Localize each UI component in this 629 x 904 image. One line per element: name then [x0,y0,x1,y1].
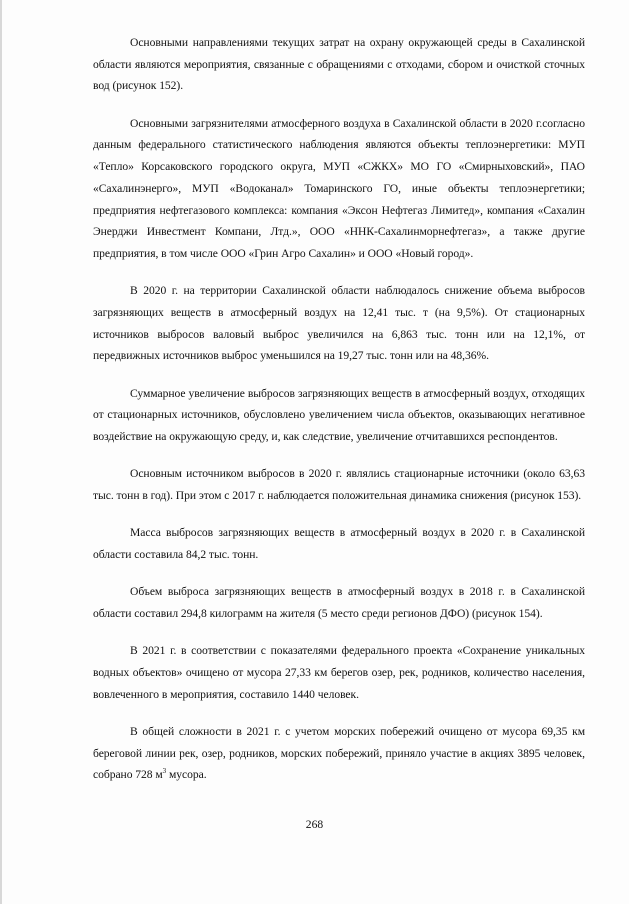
paragraph-7: Объем выброса загрязняющих веществ в атмосферный воздух в 2018 г. в Сахалинской области составил 294,8 килограмм на жителя (5 место среди регионов ДФО) (рисунок 154). [93,585,585,621]
paragraph-4: Суммарное увеличение выбросов загрязняющих веществ в атмосферный воздух, отходящих от стационарных источников, обусловлено увеличением числа объектов, оказывающих негативное воздействие на окружающую среду, и, как следствие, увеличение отчитавшихся респондентов. [93,386,585,444]
paragraph-3: В 2020 г. на территории Сахалинской области наблюдалось снижение объема выбросов загрязняющих веществ в атмосферный воздух на 12,41 тыс. т (на 9,5%). От стационарных источников выбросов валовый выброс увеличился на 6,863 тыс. тонн или на 12,1%, от передвижных источников выброс уменьшился на 19,27 тыс. тонн или на 48,36%. [93,284,585,363]
paragraph-8: В 2021 г. в соответствии с показателями федерального проекта «Сохранение уникальных водных объектов» очищено от мусора 27,33 км берегов озер, рек, родников, количество населения, вовлеченного в мероприятия, составило 1440 человек. [93,644,585,701]
paragraph-9-text: В общей сложности в 2021 г. с учетом морских побережий очищено от мусора 69,35 км береговой линии рек, озер, родников, морских побережий, приняло участие в акциях 3895 человек, собрано 728 м [93,725,585,782]
paragraph-9-suffix: мусора. [166,768,207,782]
cubic-superscript: 3 [162,767,167,776]
paragraph-2: Основными загрязнителями атмосферного воздуха в Сахалинской области в 2020 г.согласно данным федерального статистического наблюдения являются объекты теплоэнергетики: МУП «Тепло» Корсаковского городского округа, МУП «СЖКХ» МО ГО «Смирныховский», ПАО «Сахалинэнерго», МУП «Водоканал» Томаринского ГО, иные объекты теплоэнергетики; предприятия нефтегазового комплекса: компания «Эксон Нефтегаз Лимитед», компания «Сахалин Энерджи Инвестмент Компани, Лтд.», ООО «ННК-Сахалинморнефтегаз», а также другие предприятия, в том числе ООО «Грин Агро Сахалин» и ООО «Новый город». [93,116,585,260]
paragraph-1: Основными направлениями текущих затрат на охрану окружающей среды в Сахалинской области являются мероприятия, связанные с обращениями с отходами, сбором и очисткой сточных вод (рисунок 152). [93,36,585,93]
paragraph-9 [93,721,585,786]
paragraph-5: Основным источником выбросов в 2020 г. являлись стационарные источники (около 63,63 тыс. тонн в год). При этом с 2017 г. наблюдается положительная динамика снижения (рисунок 153). [93,467,585,503]
page-number: 268 [305,818,324,831]
body-text [93,32,585,802]
paragraph-6: Масса выбросов загрязняющих веществ в атмосферный воздух в 2020 г. в Сахалинской области составила 84,2 тыс. тонн. [93,526,585,562]
scan-edge [0,0,2,904]
